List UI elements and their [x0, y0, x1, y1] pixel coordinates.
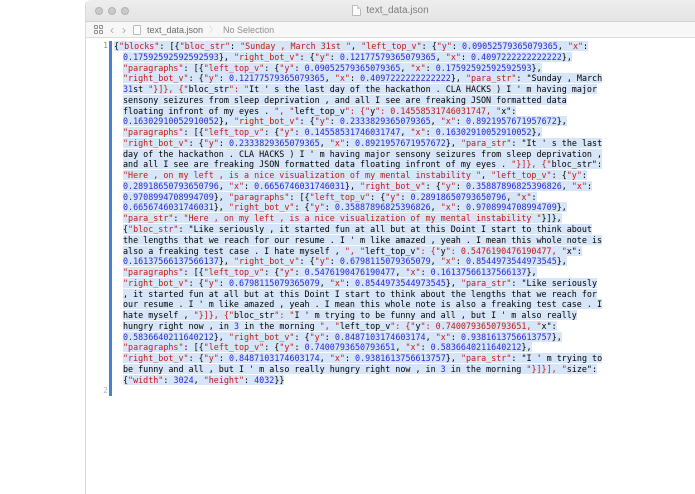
code-line[interactable]: be funny and all , but I ' m also really hungry right now , in 3 in the morning "}]}], "size": [123, 363, 598, 374]
jump-bar [86, 22, 695, 38]
related-items-icon[interactable] [94, 25, 103, 34]
code-line[interactable]: 0.16137566137566137}, "right_bot_v": {"y": 0.6798115079365079, "x": 0.8544973544973545}, [123, 256, 567, 267]
code-line[interactable]: "paragraphs": [{"left_top_v": {"y": 0.14558531746031747, "x": 0.16302910052910052}, [123, 127, 542, 138]
code-line[interactable]: sensony seizures from sleep deprivation , and all I see are freaking JSON formatted data [123, 94, 567, 105]
code-line[interactable]: {"blocks": [{"bloc_str": "Sunday , March 31st ", "left_top_v": {"y": 0.09052579365079365, "x": [114, 41, 589, 51]
code-line[interactable]: "para_str": "Here , on my left , is a nice visualization of my mental instability "}]}, [123, 213, 562, 224]
change-bar [109, 41, 112, 396]
window-title-area [86, 0, 695, 21]
editor[interactable] [86, 39, 695, 494]
code-line[interactable]: , it started fun at all but at this Doint I start to think about the lengths that we reach for [123, 288, 597, 299]
code-line[interactable]: hate myself , "}]}, {"bloc_str": "I ' m trying to be funny and all , but I ' m also really [123, 310, 577, 321]
window-title: text_data.json [366, 5, 429, 16]
code-line[interactable]: 0.16302910052910052}, "right_bot_v": {"y": 0.2333829365079365, "x": 0.8921957671957672}, [123, 116, 567, 127]
code-line[interactable]: "paragraphs": [{"left_top_v": {"y": 0.09052579365079365, "x": 0.17592592592592593}, [123, 62, 542, 73]
breadcrumb-selection[interactable]: No Selection [223, 24, 275, 35]
code-line[interactable]: "paragraphs": [{"left_top_v": {"y": 0.7400793650793651, "x": 0.5836640211640212}, [123, 342, 532, 353]
code-line[interactable]: the lengths that we reach for our resume . I ' m like amazed , yeah . I mean this whole note is [123, 234, 603, 245]
breadcrumb-separator-icon: 〉 [209, 25, 218, 34]
xcode-window [85, 0, 695, 494]
code-line[interactable]: {"width": 3024, "height": 4032}} [123, 374, 285, 385]
code-line[interactable]: "right_bot_v": {"y": 0.6798115079365079, "x": 0.8544973544973545}, "para_str": "Like seriously [123, 277, 598, 288]
code-line[interactable]: our resume . I ' m like amazed , yeah . I mean this whole note is also a freaking test case . I [123, 299, 603, 310]
code-line[interactable]: floating infront of my eyes . ", "left_top_v": {"y": 0.14558531746031747, "x": [123, 105, 517, 116]
code-line[interactable]: "right_bot_v": {"y": 0.12177579365079365, "x": 0.4097222222222222}, "para_str": "Sunday , March [123, 73, 603, 84]
code-area[interactable] [114, 41, 602, 386]
line-number: 2 [103, 385, 108, 395]
code-line[interactable]: "Here , on my left , is a nice visualization of my mental instability ", "left_top_v": {"y": [123, 170, 587, 181]
code-line[interactable]: and all I see are freaking JSON formatted data floating infront of my eyes . "}]}, {"bloc_str": [123, 159, 603, 170]
code-line[interactable]: "right_bot_v": {"y": 0.8487103174603174, "x": 0.9381613756613757}, "para_str": "I ' m trying to [123, 353, 603, 364]
code-line[interactable]: "paragraphs": [{"left_top_v": {"y": 0.5476190476190477, "x": 0.16137566137566137}, [123, 267, 537, 278]
code-line[interactable]: {"bloc_str": "Like seriously , it started fun at all but at this Doint I start to think about [123, 224, 592, 235]
code-line[interactable]: 0.5836640211640212}, "right_bot_v": {"y": 0.8487103174603174, "x": 0.9381613756613757}, [123, 331, 562, 342]
back-chevron-icon[interactable]: ‹ [110, 22, 114, 37]
code-line[interactable]: day of the hackathon . CLA HACKS ) I ' m having major sensony seizures from sleep deprivation , [123, 148, 603, 159]
code-line[interactable]: 0.6656746031746031}, "right_bot_v": {"y": 0.35887896825396826, "x": 0.9708994708994709}, [123, 202, 567, 213]
code-line[interactable]: also a freaking test case . I hate myself , ", "left_top_v": {"y": 0.5476190476190477, "x": [123, 245, 582, 256]
code-line[interactable]: hungry right now , in 3 in the morning ", "left_top_v": {"y": 0.7400793650793651, "x": [123, 320, 557, 331]
document-icon [352, 5, 361, 16]
code-line[interactable]: 0.17592592592592593}, "right_bot_v": {"y": 0.12177579365079365, "x": 0.4097222222222222}, [123, 51, 572, 62]
code-line[interactable]: 0.9708994708994709}, "paragraphs": [{"left_top_v": {"y": 0.28918650793650796, "x": [123, 191, 537, 202]
forward-chevron-icon[interactable]: › [122, 22, 126, 37]
code-line[interactable]: 31st "}]}, {"bloc_str": "It ' s the last day of the hackathon . CLA HACKS ) I ' m having major [123, 84, 598, 95]
line-number: 1 [103, 41, 108, 50]
code-line[interactable]: 0.28918650793650796, "x": 0.6656746031746031}, "right_bot_v": {"y": 0.35887896825396826, "x": [123, 180, 593, 191]
code-line[interactable]: "right_bot_v": {"y": 0.2333829365079365, "x": 0.8921957671957672}, "para_str": "It ' s the last [123, 137, 603, 148]
file-icon [133, 25, 141, 35]
breadcrumb-file[interactable]: text_data.json [147, 24, 204, 35]
title-bar [86, 0, 695, 22]
